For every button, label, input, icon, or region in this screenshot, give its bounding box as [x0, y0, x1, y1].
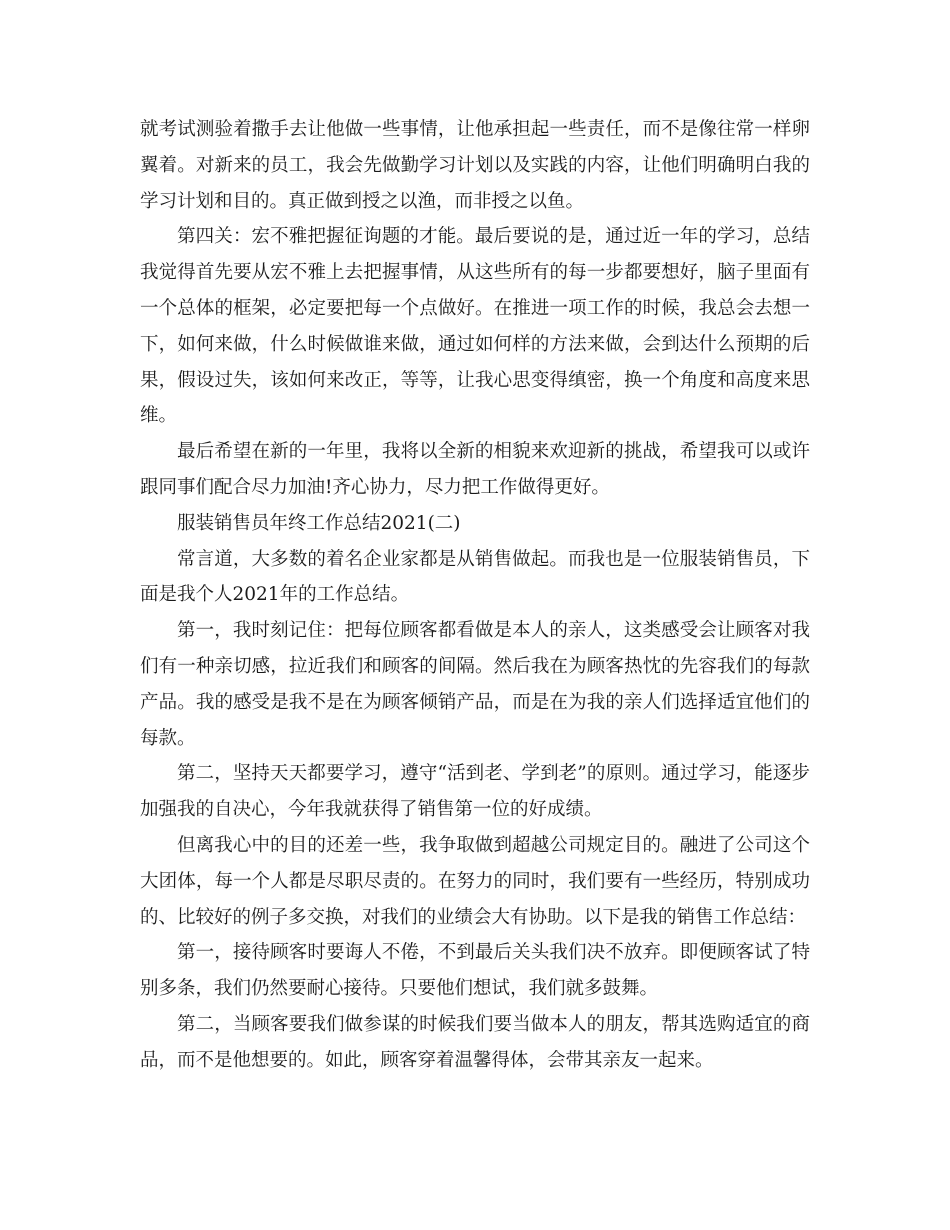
paragraph: 第四关：宏不雅把握征询题的才能。最后要说的是，通过近一年的学习，总结我觉得首先要从宏不雅上去把握事情，从这些所有的每一步都要想好，脑子里面有一个总体的框架，必定要把每一个点做好。在推进一项工作的时候，我总会去想一下，如何来做，什么时候做谁来做，通过如何样的方法来做，会到达什么预期的后果，假设过失，该如何来改正，等等，让我心思变得缜密，换一个角度和高度来思维。 — [140, 226, 810, 427]
paragraph: 但离我心中的目的还差一些，我争取做到超越公司规定目的。融进了公司这个大团体，每一个人都是尽职尽责的。在努力的同时，我们要有一些经历，特别成功的、比较好的例子多交换，对我们的业绩会大有协助。以下是我的销售工作总结： — [140, 834, 810, 928]
paragraph: 就考试测验着撒手去让他做一些事情，让他承担起一些责任，而不是像往常一样卵翼着。对新来的员工，我会先做勤学习计划以及实践的内容，让他们明确明白我的学习计划和目的。真正做到授之以渔，而非授之以鱼。 — [140, 119, 810, 212]
paragraph: 最后希望在新的一年里，我将以全新的相貌来欢迎新的挑战，希望我可以或许跟同事们配合尽力加油!齐心协力，尽力把工作做得更好。 — [140, 441, 810, 498]
paragraph: 第二，当顾客要我们做参谋的时候我们要当做本人的朋友，帮其选购适宜的商品，而不是他想要的。如此，顾客穿着温馨得体，会带其亲友一起来。 — [140, 1013, 810, 1071]
paragraph: 第一，我时刻记住：把每位顾客都看做是本人的亲人，这类感受会让顾客对我们有一种亲切感，拉近我们和顾客的间隔。然后我在为顾客热忱的先容我们的每款产品。我的感受是我不是在为顾客倾销产品，而是在为我的亲人们选择适宜他们的每款。 — [140, 620, 810, 749]
paragraph: 常言道，大多数的着名企业家都是从销售做起。而我也是一位服装销售员，下面是我个人2021年的工作总结。 — [140, 548, 810, 606]
section-heading: 服装销售员年终工作总结2021(二) — [177, 512, 461, 534]
paragraph: 第一，接待顾客时要诲人不倦，不到最后关头我们决不放弃。即便顾客试了特别多条，我们仍然要耐心接待。只要他们想试，我们就多鼓舞。 — [140, 942, 810, 1000]
paragraph: 第二，坚持天天都要学习，遵守“活到老、学到老”的原则。通过学习，能逐步加强我的自决心，今年我就获得了销售第一位的好成绩。 — [140, 763, 810, 821]
document-body — [140, 112, 810, 1079]
